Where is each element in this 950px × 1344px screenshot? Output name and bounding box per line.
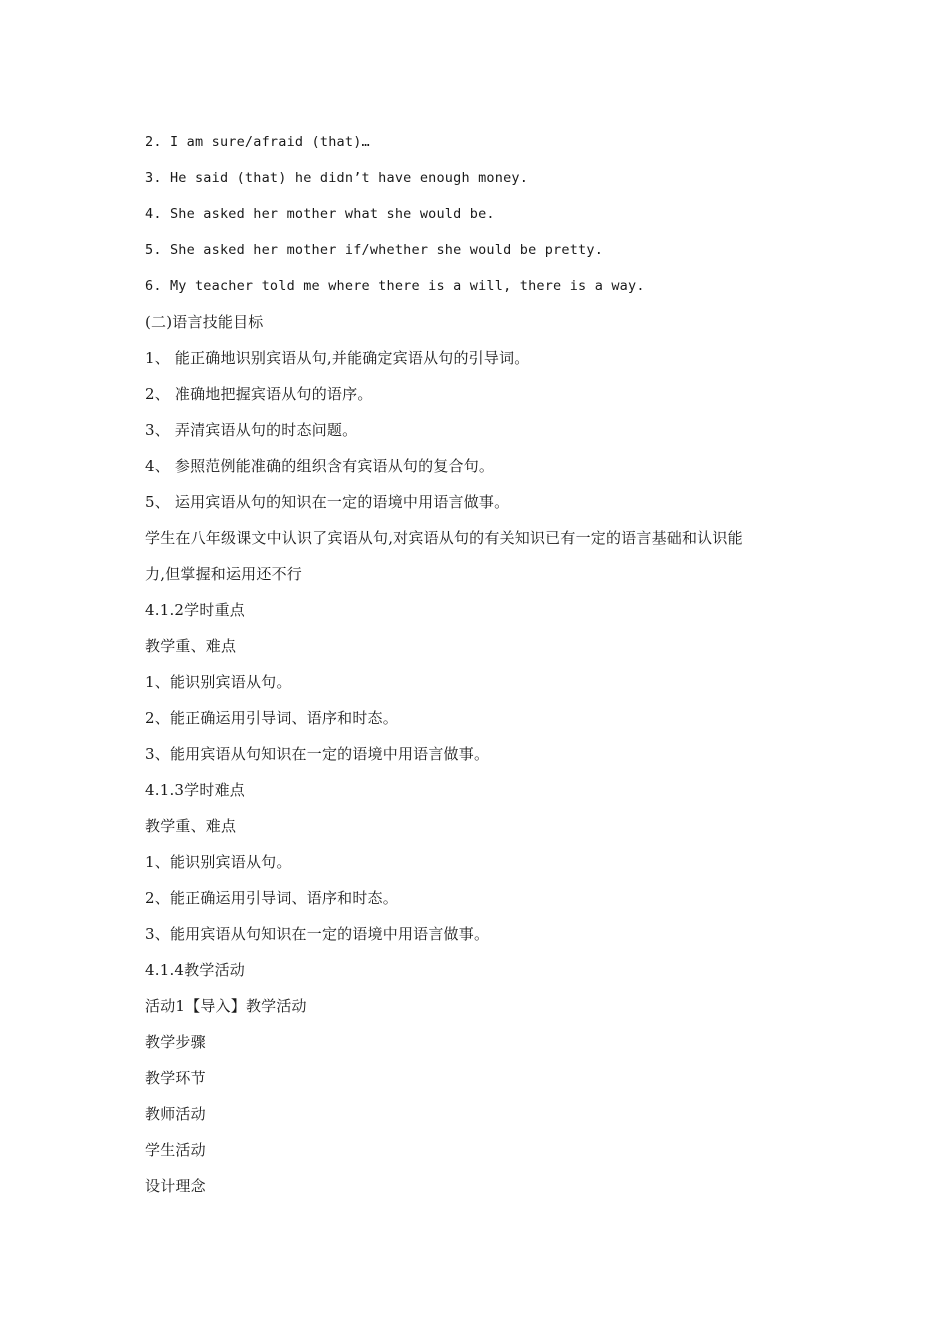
table-row-label: 教学环节 xyxy=(145,1069,206,1087)
skill-item: 2、 准确地把握宾语从句的语序。 xyxy=(145,385,373,403)
section-heading: 4.1.4教学活动 xyxy=(145,961,245,979)
section-heading: 4.1.3学时难点 xyxy=(145,781,245,799)
example-sentence: 2. I am sure/afraid (that)… xyxy=(145,134,370,150)
list-item: 1、能识别宾语从句。 xyxy=(145,673,292,691)
section-heading: 4.1.2学时重点 xyxy=(145,601,245,619)
document-page xyxy=(145,124,825,1204)
table-row-label: 教学步骤 xyxy=(145,1033,206,1051)
example-sentence: 4. She asked her mother what she would be. xyxy=(145,206,495,222)
list-item: 2、能正确运用引导词、语序和时态。 xyxy=(145,709,398,727)
skills-heading: (二)语言技能目标 xyxy=(145,313,264,331)
section-subheading: 教学重、难点 xyxy=(145,817,237,835)
list-item: 3、能用宾语从句知识在一定的语境中用语言做事。 xyxy=(145,745,490,763)
list-item: 2、能正确运用引导词、语序和时态。 xyxy=(145,889,398,907)
student-analysis-line-2: 力,但掌握和运用还不行 xyxy=(145,565,302,583)
skill-item: 5、 运用宾语从句的知识在一定的语境中用语言做事。 xyxy=(145,493,510,511)
section-subheading: 教学重、难点 xyxy=(145,637,237,655)
example-sentence: 5. She asked her mother if/whether she would be pretty. xyxy=(145,242,604,258)
student-analysis-line-1: 学生在八年级课文中认识了宾语从句,对宾语从句的有关知识已有一定的语言基础和认识能 xyxy=(145,529,743,547)
table-row-label: 学生活动 xyxy=(145,1141,206,1159)
activity-title: 活动1【导入】教学活动 xyxy=(145,997,307,1015)
list-item: 1、能识别宾语从句。 xyxy=(145,853,292,871)
skill-item: 3、 弄清宾语从句的时态问题。 xyxy=(145,421,358,439)
list-item: 3、能用宾语从句知识在一定的语境中用语言做事。 xyxy=(145,925,490,943)
example-sentence: 3. He said (that) he didn’t have enough money. xyxy=(145,170,529,186)
skill-item: 4、 参照范例能准确的组织含有宾语从句的复合句。 xyxy=(145,457,495,475)
table-row-label: 教师活动 xyxy=(145,1105,206,1123)
example-sentence: 6. My teacher told me where there is a will, there is a way. xyxy=(145,278,645,294)
table-row-label: 设计理念 xyxy=(145,1177,206,1195)
skill-item: 1、 能正确地识别宾语从句,并能确定宾语从句的引导词。 xyxy=(145,349,530,367)
